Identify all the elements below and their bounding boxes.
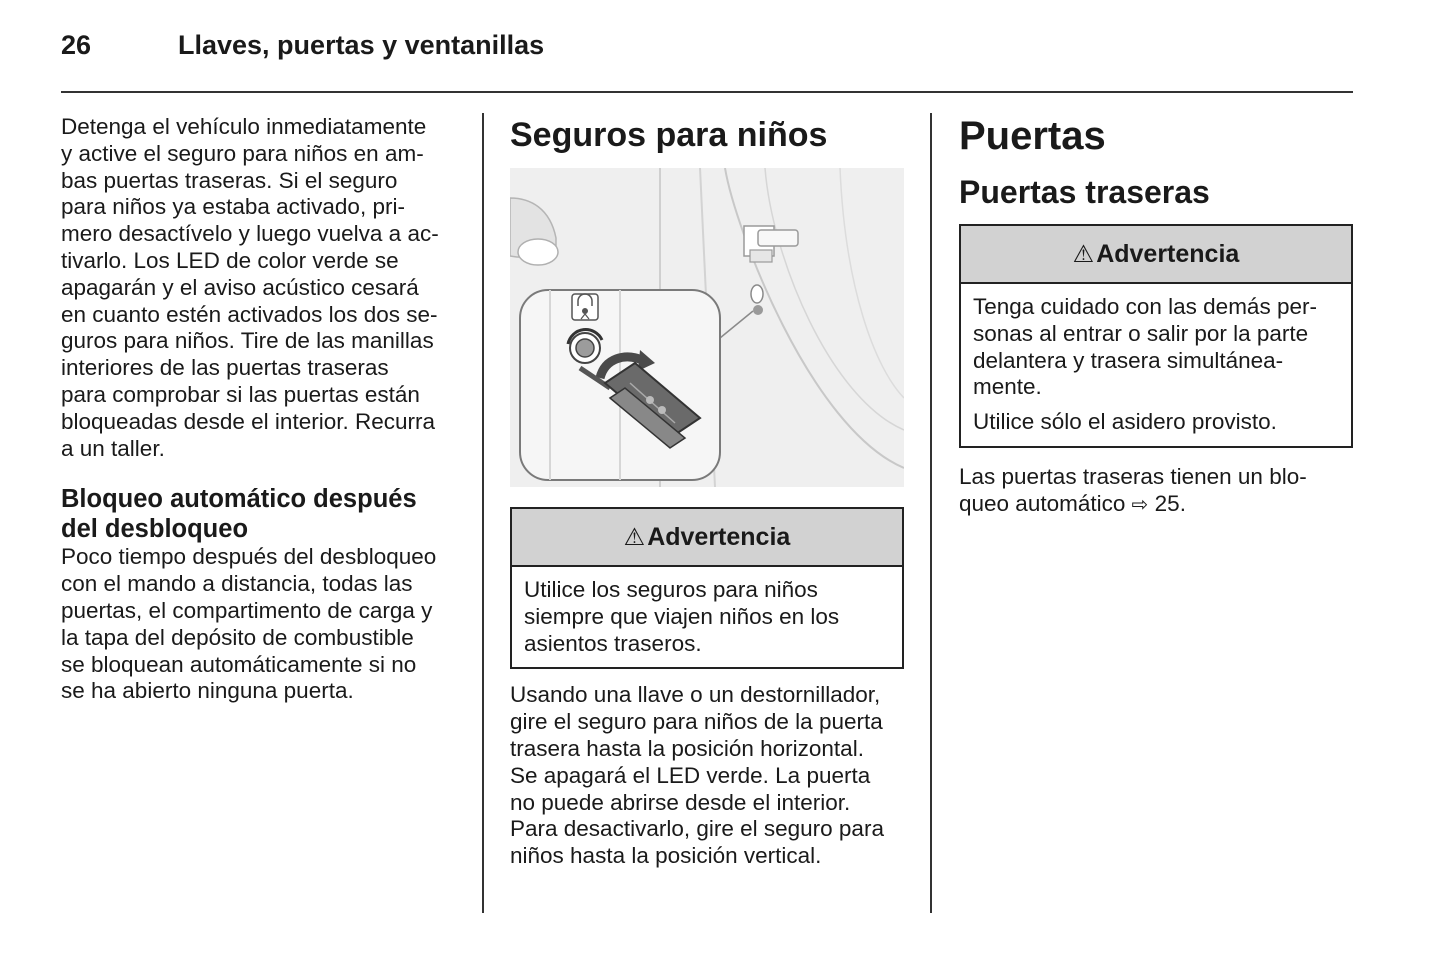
column-1 bbox=[61, 114, 461, 705]
child-lock-drawing bbox=[510, 168, 904, 487]
auto-lock-paragraph: Poco tiempo después del desbloqueo con el mando a distancia, todas las puertas, el compartimento de carga y la tapa del depósito de combustible se bloquean automáticamente si no se ha abierto ninguna puerta. bbox=[61, 544, 437, 704]
warning-title: Advertencia bbox=[647, 522, 791, 551]
header-rule bbox=[61, 91, 1353, 93]
warning-header bbox=[961, 226, 1351, 284]
child-locks-heading: Seguros para niños bbox=[510, 116, 828, 154]
page-title: Llaves, puertas y ventanillas bbox=[178, 30, 545, 60]
warning-body bbox=[512, 567, 902, 667]
warning-header bbox=[512, 509, 902, 567]
doors-heading: Puertas bbox=[959, 114, 1106, 158]
warning-triangle-icon: ⚠ bbox=[623, 523, 646, 551]
page-reference-link[interactable]: 25. bbox=[1154, 490, 1186, 516]
child-lock-illustration bbox=[510, 168, 904, 487]
warning-body bbox=[961, 284, 1351, 446]
column-divider-2 bbox=[930, 113, 932, 913]
child-lock-instructions: Usando una llave o un destornillador, gire el seguro para niños de la puerta trasera hasta la posición horizontal. Se apagará el LED verde. La puerta no puede abrirse desde el interior. Para desactivarlo, gire el seguro para niños hasta la posición vertical. bbox=[510, 682, 884, 869]
rear-doors-warning bbox=[959, 224, 1353, 448]
auto-lock-heading: Bloqueo automático después del desbloqueo bbox=[61, 485, 417, 544]
column-3 bbox=[959, 114, 1354, 519]
rear-doors-heading: Puertas traseras bbox=[959, 174, 1210, 210]
warning-text-2: Utilice sólo el asidero provisto. bbox=[973, 409, 1277, 435]
rear-doors-paragraph: Las puertas traseras tienen un blo- queo automático ⇨ 25. bbox=[959, 463, 1307, 516]
intro-paragraph: Detenga el vehículo inmediatamente y active el seguro para niños en am- bas puertas traseras. Si el seguro para niños ya estaba activado, pri- mero desactívelo y luego vuelva a ac- tivarlo. Los LED de color verde se apagarán y el aviso acústico cesará en cuanto estén activados los dos se- guros para niños. Tire de las manillas interiores de las puertas traseras para comprobar si las puertas están bloqueadas desde el interior. Recurra a un taller. bbox=[61, 114, 439, 461]
column-2 bbox=[510, 114, 906, 870]
warning-text: Tenga cuidado con las demás per- sonas al entrar o salir por la parte delantera y trasera simultánea- mente. bbox=[973, 294, 1317, 400]
warning-title: Advertencia bbox=[1096, 239, 1240, 268]
warning-triangle-icon: ⚠ bbox=[1072, 240, 1095, 268]
child-lock-warning bbox=[510, 507, 904, 669]
column-divider-1 bbox=[482, 113, 484, 913]
page-number: 26 bbox=[61, 30, 92, 60]
warning-text: Utilice los seguros para niños siempre que viajen niños en los asientos traseros. bbox=[524, 577, 840, 656]
cross-reference-arrow-icon: ⇨ bbox=[1131, 493, 1149, 516]
